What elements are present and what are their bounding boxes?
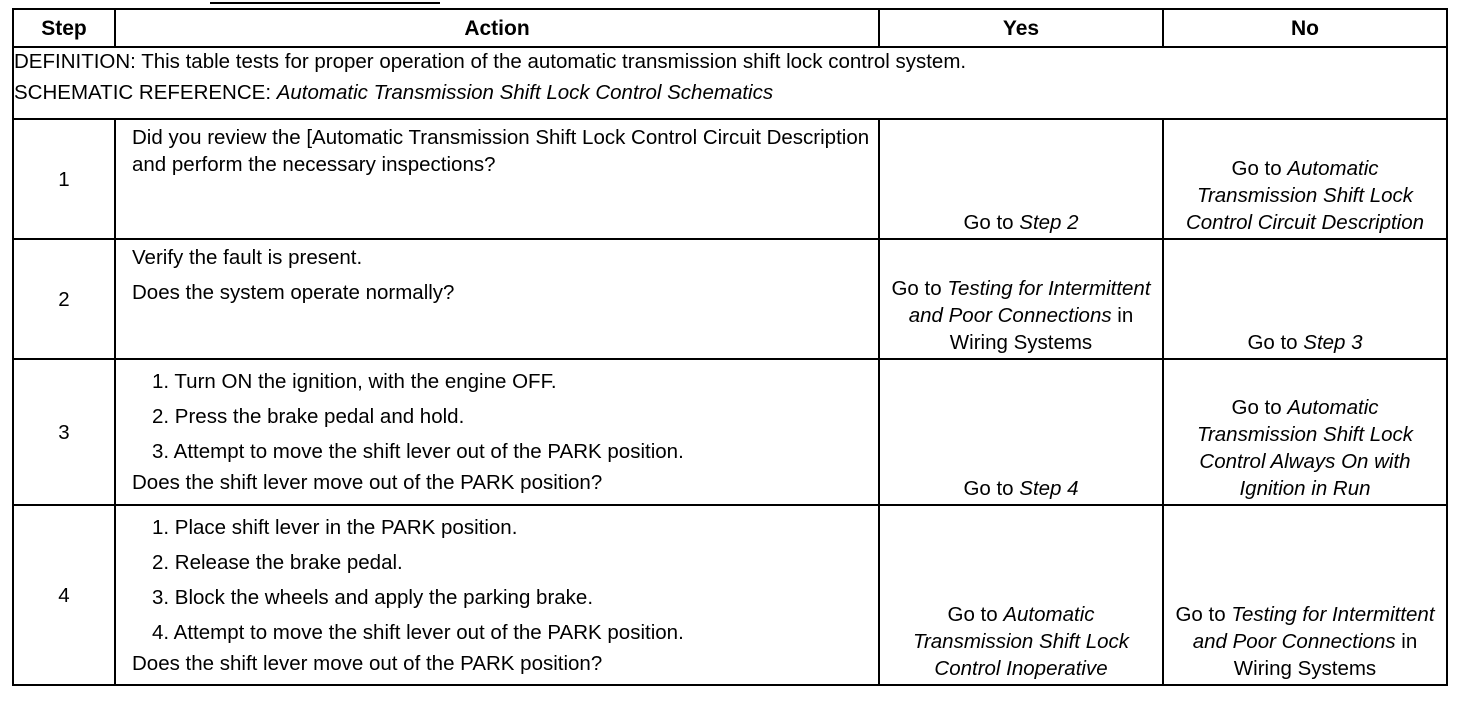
step-number: 3 <box>13 359 115 505</box>
no-reference: Testing for Intermittent and Poor Connections <box>1192 603 1435 653</box>
definition-line <box>14 48 1446 79</box>
action-question: Does the shift lever move out of the PARK position? <box>132 471 603 494</box>
yes-cell <box>879 505 1163 685</box>
no-reference: Step 3 <box>1303 331 1363 354</box>
no-cell <box>1163 239 1447 359</box>
table-row-step-2 <box>13 239 1447 359</box>
no-prefix: Go to <box>1231 157 1288 180</box>
action-question: Does the shift lever move out of the PARK position? <box>132 652 603 675</box>
yes-prefix: Go to <box>963 211 1020 234</box>
definition-text: This table tests for proper operation of the automatic transmission shift lock control system. <box>141 50 967 73</box>
header-yes: Yes <box>879 9 1163 47</box>
header-row <box>13 9 1447 47</box>
header-step: Step <box>13 9 115 47</box>
yes-cell <box>879 119 1163 239</box>
yes-prefix: Go to <box>947 603 1004 626</box>
header-no: No <box>1163 9 1447 47</box>
action-cell <box>115 119 879 239</box>
no-suffix: in Wiring Systems <box>1233 630 1418 680</box>
step-number: 4 <box>13 505 115 685</box>
action-steps-list <box>132 364 870 469</box>
step-number: 1 <box>13 119 115 239</box>
action-line: Verify the fault is present. <box>132 246 363 269</box>
schematic-reference: Automatic Transmission Shift Lock Control Schematics <box>276 81 774 104</box>
action-text: Did you review the [Automatic Transmission Shift Lock Control Circuit Description and perform the necessary inspections? <box>132 126 870 176</box>
step-number: 2 <box>13 239 115 359</box>
yes-prefix: Go to <box>891 277 948 300</box>
definition-cell <box>13 47 1447 119</box>
yes-cell <box>879 239 1163 359</box>
list-item: 1. Place shift lever in the PARK position. <box>152 516 518 539</box>
yes-reference: Step 4 <box>1019 477 1079 500</box>
table-row-step-4 <box>13 505 1447 685</box>
action-steps-list <box>132 510 870 650</box>
list-item: 3. Block the wheels and apply the parking brake. <box>152 586 594 609</box>
no-cell <box>1163 505 1447 685</box>
action-cell <box>115 505 879 685</box>
list-item: 2. Release the brake pedal. <box>152 551 403 574</box>
action-question: Does the system operate normally? <box>132 281 455 304</box>
yes-prefix: Go to <box>963 477 1020 500</box>
yes-suffix: in Wiring Systems <box>949 304 1134 354</box>
top-rule-fragment <box>210 2 440 4</box>
action-cell <box>115 359 879 505</box>
table-row-step-3 <box>13 359 1447 505</box>
schematic-line <box>14 79 1446 110</box>
yes-cell <box>879 359 1163 505</box>
action-cell <box>115 239 879 359</box>
no-prefix: Go to <box>1247 331 1304 354</box>
no-prefix: Go to <box>1175 603 1232 626</box>
no-cell <box>1163 119 1447 239</box>
list-item: 3. Attempt to move the shift lever out of the PARK position. <box>152 440 684 463</box>
schematic-label: SCHEMATIC REFERENCE: <box>14 81 272 104</box>
diagnostic-table <box>12 8 1448 686</box>
no-reference: Automatic Transmission Shift Lock Control Always On with Ignition in Run <box>1196 396 1414 500</box>
yes-reference: Testing for Intermittent and Poor Connections <box>908 277 1151 327</box>
list-item: 2. Press the brake pedal and hold. <box>152 405 465 428</box>
definition-label: DEFINITION: <box>14 50 136 73</box>
no-prefix: Go to <box>1231 396 1288 419</box>
yes-reference: Automatic Transmission Shift Lock Control Inoperative <box>912 603 1130 680</box>
no-cell <box>1163 359 1447 505</box>
list-item: 4. Attempt to move the shift lever out of the PARK position. <box>152 621 684 644</box>
definition-row <box>13 47 1447 119</box>
no-reference: Automatic Transmission Shift Lock Control Circuit Description <box>1185 157 1425 234</box>
header-action: Action <box>115 9 879 47</box>
yes-reference: Step 2 <box>1019 211 1079 234</box>
table-row-step-1 <box>13 119 1447 239</box>
list-item: 1. Turn ON the ignition, with the engine OFF. <box>152 370 557 393</box>
